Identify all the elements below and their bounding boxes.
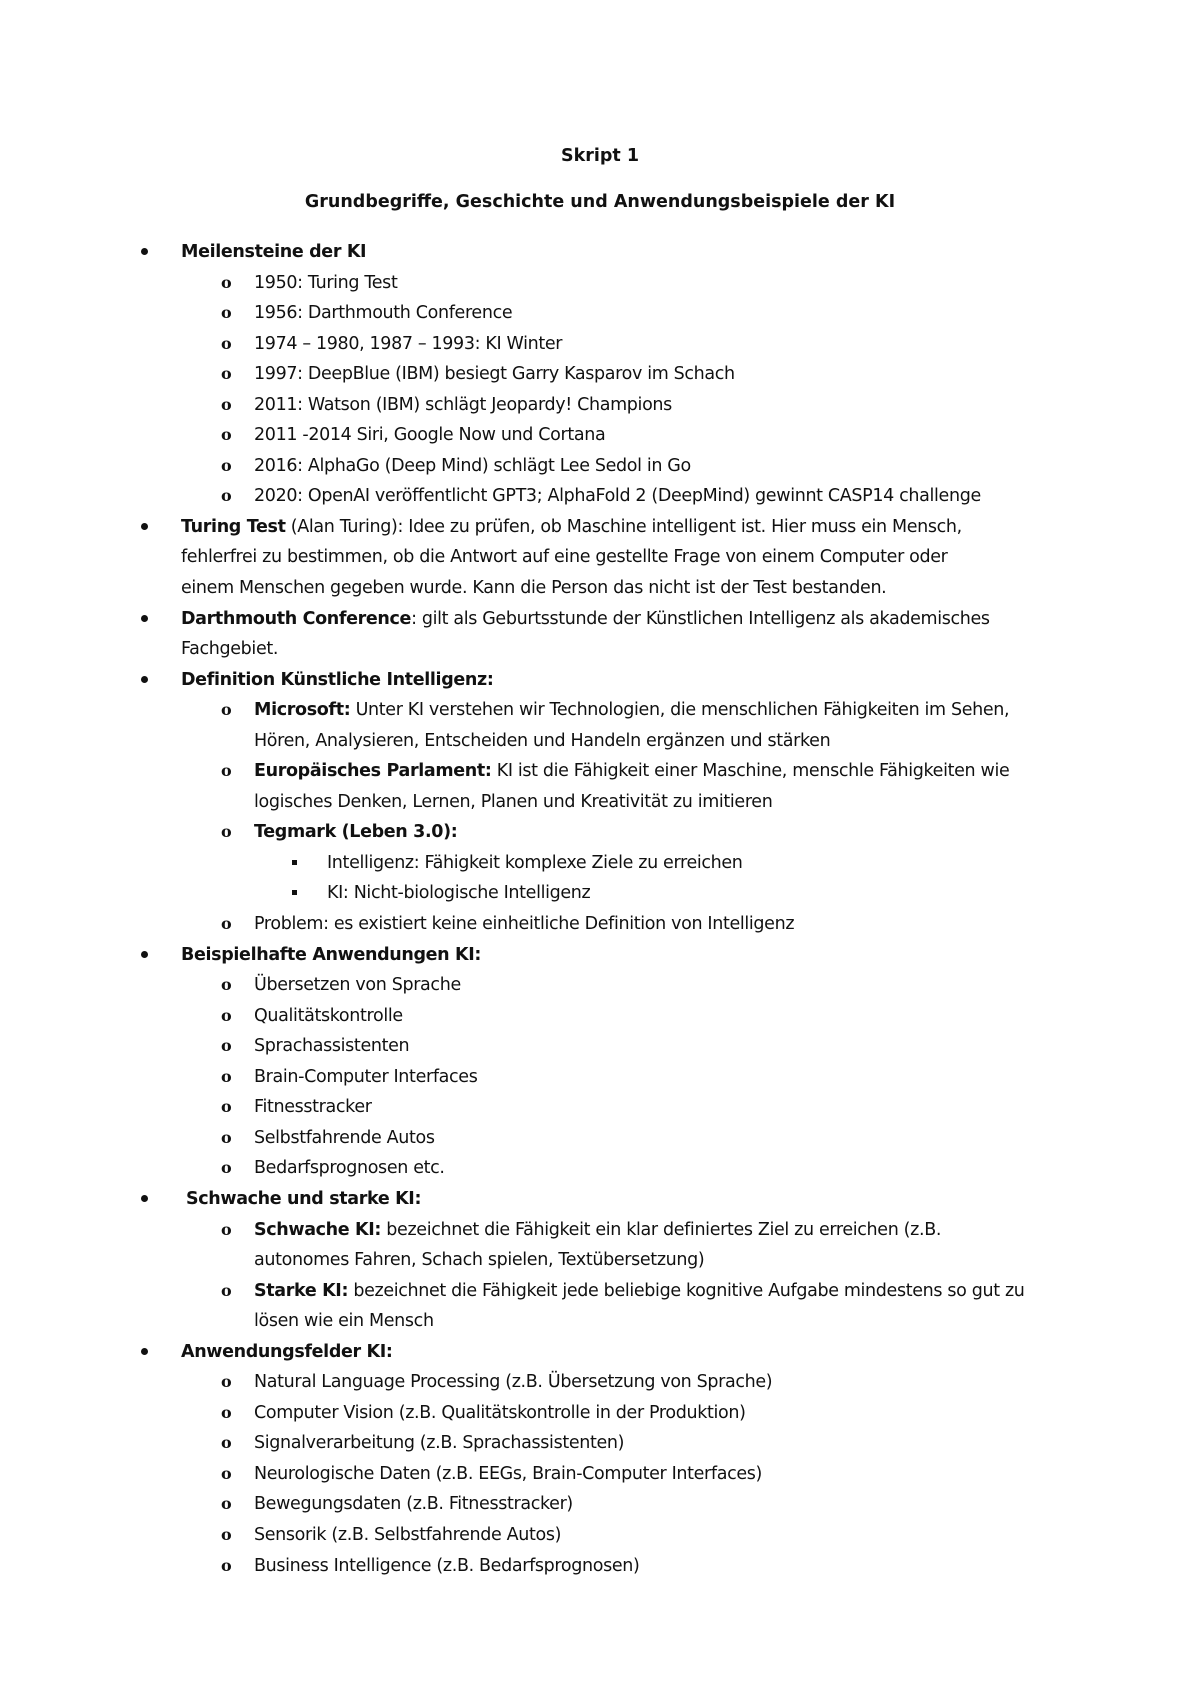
list-item bbox=[0, 298, 1200, 329]
list-item bbox=[0, 512, 1200, 543]
example-text: Brain-Computer Interfaces bbox=[254, 1066, 478, 1087]
list-item bbox=[0, 1092, 1200, 1123]
bullet-icon bbox=[141, 951, 148, 958]
bullet-icon bbox=[141, 676, 148, 683]
milestone-text: 1974 – 1980, 1987 – 1993: KI Winter bbox=[254, 333, 563, 354]
circle-bullet-icon: o bbox=[221, 1402, 232, 1422]
circle-bullet-icon: o bbox=[221, 1005, 232, 1025]
list-item bbox=[0, 878, 1200, 909]
example-text: Fitnesstracker bbox=[254, 1097, 372, 1118]
circle-bullet-icon: o bbox=[221, 486, 232, 506]
paragraph-text: bezeichnet die Fähigkeit ein klar definiertes Ziel zu erreichen (z.B. bbox=[381, 1219, 942, 1240]
bullet-icon bbox=[141, 1195, 148, 1202]
paragraph-text: KI ist die Fähigkeit einer Maschine, menschle Fähigkeiten wie bbox=[491, 761, 1010, 782]
list-item bbox=[0, 1367, 1200, 1398]
list-item bbox=[0, 1428, 1200, 1459]
paragraph-line bbox=[0, 542, 1200, 573]
field-text: Sensorik (z.B. Selbstfahrende Autos) bbox=[254, 1524, 562, 1545]
section-heading: Anwendungsfelder KI: bbox=[181, 1341, 393, 1362]
circle-bullet-icon: o bbox=[221, 1494, 232, 1514]
milestone-text: 2020: OpenAI veröffentlicht GPT3; AlphaFold 2 (DeepMind) gewinnt CASP14 challenge bbox=[254, 486, 981, 507]
list-item bbox=[0, 451, 1200, 482]
paragraph-text: Hören, Analysieren, Entscheiden und Handeln ergänzen und stärken bbox=[254, 730, 831, 751]
circle-bullet-icon: o bbox=[221, 975, 232, 995]
paragraph-line bbox=[0, 1306, 1200, 1337]
bullet-icon bbox=[141, 615, 148, 622]
document-subtitle: Grundbegriffe, Geschichte und Anwendungsbeispiele der KI bbox=[304, 192, 896, 212]
paragraph-text: einem Menschen gegeben wurde. Kann die Person das nicht ist der Test bestanden. bbox=[181, 578, 887, 599]
list-item bbox=[0, 695, 1200, 726]
circle-bullet-icon: o bbox=[221, 1127, 232, 1147]
list-item bbox=[0, 756, 1200, 787]
example-text: Sprachassistenten bbox=[254, 1036, 410, 1057]
list-item bbox=[0, 1153, 1200, 1184]
list-item bbox=[0, 817, 1200, 848]
term-label: Tegmark (Leben 3.0): bbox=[254, 822, 458, 843]
term-label: Europäisches Parlament: bbox=[254, 761, 492, 782]
section-heading: Schwache und starke KI: bbox=[186, 1188, 422, 1209]
field-text: Signalverarbeitung (z.B. Sprachassistenten) bbox=[254, 1433, 625, 1454]
paragraph-line bbox=[0, 634, 1200, 665]
bullet-icon bbox=[141, 248, 148, 255]
section-heading: Beispielhafte Anwendungen KI: bbox=[181, 944, 482, 965]
paragraph-text: logisches Denken, Lernen, Planen und Kreativität zu imitieren bbox=[254, 791, 773, 812]
circle-bullet-icon: o bbox=[221, 700, 232, 720]
list-item bbox=[0, 1123, 1200, 1154]
paragraph-text: : gilt als Geburtsstunde der Künstlichen Intelligenz als akademisches bbox=[411, 608, 990, 629]
list-item bbox=[0, 481, 1200, 512]
field-text: Neurologische Daten (z.B. EEGs, Brain-Computer Interfaces) bbox=[254, 1463, 763, 1484]
list-item bbox=[0, 420, 1200, 451]
example-text: Bedarfsprognosen etc. bbox=[254, 1158, 445, 1179]
section-heading: Meilensteine der KI bbox=[181, 242, 367, 262]
circle-bullet-icon: o bbox=[221, 1372, 232, 1392]
list-item bbox=[0, 1459, 1200, 1490]
list-item bbox=[0, 1337, 1200, 1368]
list-item bbox=[0, 665, 1200, 696]
circle-bullet-icon: o bbox=[221, 303, 232, 323]
list-item bbox=[0, 268, 1200, 299]
bullet-icon bbox=[141, 523, 148, 530]
list-item bbox=[0, 1062, 1200, 1093]
field-text: Bewegungsdaten (z.B. Fitnesstracker) bbox=[254, 1494, 573, 1515]
milestone-text: 2011: Watson (IBM) schlägt Jeopardy! Champions bbox=[254, 394, 672, 415]
paragraph-line bbox=[0, 726, 1200, 757]
milestone-text: 2011 -2014 Siri, Google Now und Cortana bbox=[254, 425, 606, 446]
milestone-text: 1950: Turing Test bbox=[254, 272, 398, 293]
paragraph-text: autonomes Fahren, Schach spielen, Textübersetzung) bbox=[254, 1250, 705, 1271]
paragraph-line bbox=[0, 787, 1200, 818]
circle-bullet-icon: o bbox=[221, 761, 232, 781]
paragraph-text: Problem: es existiert keine einheitliche Definition von Intelligenz bbox=[254, 914, 795, 935]
list-item bbox=[0, 390, 1200, 421]
field-text: Computer Vision (z.B. Qualitätskontrolle in der Produktion) bbox=[254, 1402, 746, 1423]
list-item bbox=[0, 1184, 1200, 1215]
milestone-text: 1956: Darthmouth Conference bbox=[254, 303, 513, 324]
circle-bullet-icon: o bbox=[221, 1066, 232, 1086]
list-item bbox=[0, 1551, 1200, 1582]
list-item bbox=[0, 1215, 1200, 1246]
example-text: Selbstfahrende Autos bbox=[254, 1127, 435, 1148]
circle-bullet-icon: o bbox=[221, 1097, 232, 1117]
paragraph-text: Fachgebiet. bbox=[181, 639, 279, 660]
section-heading: Definition Künstliche Intelligenz: bbox=[181, 669, 494, 690]
circle-bullet-icon: o bbox=[221, 914, 232, 934]
list-item bbox=[0, 848, 1200, 879]
square-bullet-icon bbox=[292, 860, 297, 865]
example-text: Übersetzen von Sprache bbox=[254, 975, 461, 996]
bullet-icon bbox=[141, 1348, 148, 1355]
paragraph-line bbox=[0, 1245, 1200, 1276]
list-item bbox=[0, 1520, 1200, 1551]
circle-bullet-icon: o bbox=[221, 822, 232, 842]
circle-bullet-icon: o bbox=[221, 1280, 232, 1300]
list-item bbox=[0, 604, 1200, 635]
circle-bullet-icon: o bbox=[221, 364, 232, 384]
circle-bullet-icon: o bbox=[221, 425, 232, 445]
list-item bbox=[0, 329, 1200, 360]
circle-bullet-icon: o bbox=[221, 1433, 232, 1453]
term-label: Turing Test bbox=[181, 516, 286, 537]
circle-bullet-icon: o bbox=[221, 1524, 232, 1544]
field-text: Natural Language Processing (z.B. Übersetzung von Sprache) bbox=[254, 1372, 773, 1393]
document-title: Skript 1 bbox=[560, 146, 640, 166]
list-item bbox=[0, 970, 1200, 1001]
paragraph-text: (Alan Turing): Idee zu prüfen, ob Maschine intelligent ist. Hier muss ein Mensch, bbox=[285, 516, 962, 537]
paragraph-text: Unter KI verstehen wir Technologien, die menschlichen Fähigkeiten im Sehen, bbox=[350, 700, 1010, 721]
term-label: Starke KI: bbox=[254, 1280, 349, 1301]
list-item bbox=[0, 1001, 1200, 1032]
list-item bbox=[0, 237, 1200, 268]
sub-item-text: KI: Nicht-biologische Intelligenz bbox=[327, 883, 591, 904]
list-item bbox=[0, 1031, 1200, 1062]
circle-bullet-icon: o bbox=[221, 1463, 232, 1483]
example-text: Qualitätskontrolle bbox=[254, 1005, 403, 1026]
list-item bbox=[0, 909, 1200, 940]
term-label: Darthmouth Conference bbox=[181, 608, 412, 629]
circle-bullet-icon: o bbox=[221, 1555, 232, 1575]
paragraph-text: bezeichnet die Fähigkeit jede beliebige kognitive Aufgabe mindestens so gut zu bbox=[348, 1280, 1025, 1301]
circle-bullet-icon: o bbox=[221, 1036, 232, 1056]
document-body bbox=[0, 237, 1200, 1581]
term-label: Schwache KI: bbox=[254, 1219, 382, 1240]
milestone-text: 1997: DeepBlue (IBM) besiegt Garry Kasparov im Schach bbox=[254, 364, 735, 385]
circle-bullet-icon: o bbox=[221, 1219, 232, 1239]
list-item bbox=[0, 1398, 1200, 1429]
field-text: Business Intelligence (z.B. Bedarfsprognosen) bbox=[254, 1555, 640, 1576]
term-label: Microsoft: bbox=[254, 700, 351, 721]
circle-bullet-icon: o bbox=[221, 394, 232, 414]
square-bullet-icon bbox=[292, 890, 297, 895]
paragraph-line bbox=[0, 573, 1200, 604]
sub-item-text: Intelligenz: Fähigkeit komplexe Ziele zu erreichen bbox=[327, 852, 743, 873]
list-item bbox=[0, 359, 1200, 390]
paragraph-text: fehlerfrei zu bestimmen, ob die Antwort auf eine gestellte Frage von einem Computer oder bbox=[181, 547, 948, 568]
circle-bullet-icon: o bbox=[221, 455, 232, 475]
circle-bullet-icon: o bbox=[221, 272, 232, 292]
circle-bullet-icon: o bbox=[221, 1158, 232, 1178]
list-item bbox=[0, 940, 1200, 971]
circle-bullet-icon: o bbox=[221, 333, 232, 353]
paragraph-text: lösen wie ein Mensch bbox=[254, 1311, 434, 1332]
milestone-text: 2016: AlphaGo (Deep Mind) schlägt Lee Sedol in Go bbox=[254, 455, 691, 476]
list-item bbox=[0, 1489, 1200, 1520]
list-item bbox=[0, 1276, 1200, 1307]
